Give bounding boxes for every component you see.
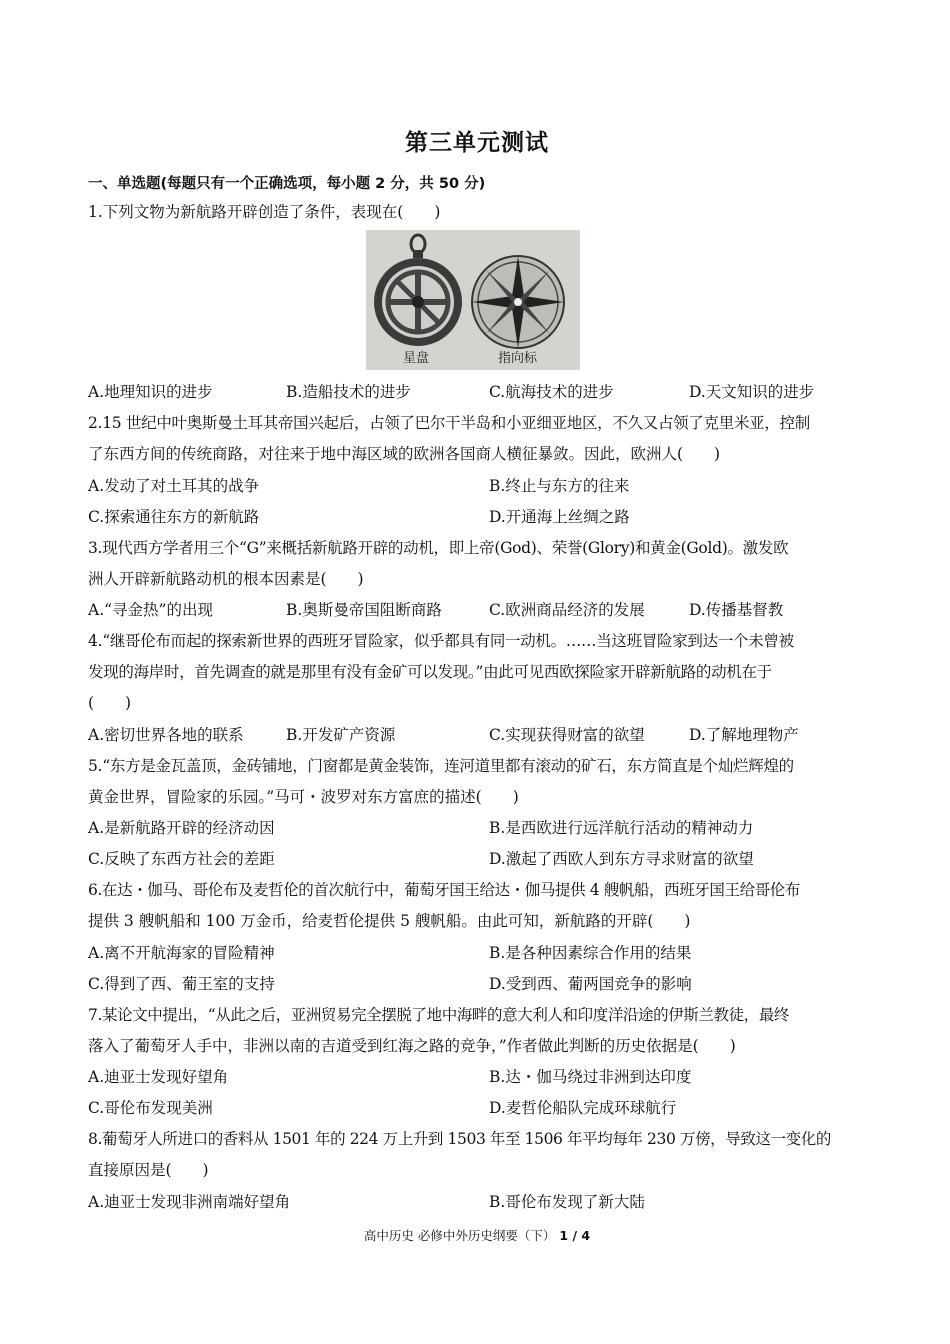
q4-option-c: C.实现获得财富的欲望 [489, 726, 645, 744]
q3-option-b: B.奥斯曼帝国阻断商路 [286, 601, 442, 619]
page-footer [88, 1226, 866, 1244]
question-4-stem-line1: 4.“继哥伦布而起的探索新世界的西班牙冒险家，似乎都具有同一动机。……当这班冒险家到达一个未曾被 [88, 632, 794, 650]
q5-option-a: A.是新航路开辟的经济动因 [88, 819, 275, 837]
astrolabe-compass-image [366, 230, 580, 370]
q2-option-c: C.探索通往东方的新航路 [88, 508, 260, 526]
question-6-stem-line2: 提供 3 艘帆船和 100 万金币，给麦哲伦提供 5 艘帆船。由此可知，新航路的开辟( ) [88, 912, 691, 930]
question-7-stem-line2: 落入了葡萄牙人手中，非洲以南的吉道受到红海之路的竞争，”作者做此判断的历史依据是( ) [88, 1037, 736, 1055]
q1-option-d: D.天文知识的进步 [689, 383, 815, 401]
question-8-stem-line1: 8.葡萄牙人所进口的香料从 1501 年的 224 万上升到 1503 年至 1506 年平均每年 230 万傍，导致这一变化的 [88, 1130, 831, 1148]
q2-option-d: D.开通海上丝绸之路 [489, 508, 630, 526]
compass-rose-icon [472, 256, 564, 348]
question-7-stem-line1: 7.某论文中提出，“从此之后，亚洲贸易完全摆脱了地中海畔的意大利人和印度洋沿途的伊斯兰教徒，最终 [88, 1006, 790, 1024]
question-5-stem-line2: 黄金世界，冒险家的乐园。”马可・波罗对东方富庶的描述( ) [88, 788, 519, 806]
q8-option-b: B.哥伦布发现了新大陆 [489, 1193, 645, 1211]
q5-option-c: C.反映了东西方社会的差距 [88, 850, 275, 868]
q7-option-a: A.迪亚士发现好望角 [88, 1068, 229, 1086]
question-3-stem-line1: 3.现代西方学者用三个“G”来概括新航路开辟的动机，即上帝(God)、荣誉(Glory)和黄金(Gold)。激发欧 [88, 539, 789, 557]
q7-option-b: B.达・伽马绕过非洲到达印度 [489, 1068, 692, 1086]
q1-option-c: C.航海技术的进步 [489, 383, 614, 401]
question-4-stem-line3: ( ) [88, 694, 132, 712]
question-5-stem-line1: 5.“东方是金瓦盖顶，金砖铺地，门窗都是黄金装饰，连河道里都有滚动的矿石，东方简直是个灿烂辉煌的 [88, 757, 794, 775]
question-6-stem-line1: 6.在达・伽马、哥伦布及麦哲伦的首次航行中，葡萄牙国王给达・伽马提供 4 艘帆船，西班牙国王给哥伦布 [88, 881, 801, 899]
q1-option-b: B.造船技术的进步 [286, 383, 411, 401]
q7-option-c: C.哥伦布发现美洲 [88, 1099, 213, 1117]
q4-option-a: A.密切世界各地的联系 [88, 726, 244, 744]
question-4-stem-line2: 发现的海岸时，首先调查的就是那里有没有金矿可以发现。”由此可见西欧探险家开辟新航路的动机在于 [88, 663, 772, 681]
q6-option-b: B.是各种因素综合作用的结果 [489, 944, 692, 962]
q2-option-b: B.终止与东方的往来 [489, 477, 630, 495]
q1-option-a: A.地理知识的进步 [88, 383, 213, 401]
figure-label-compass: 指向标 [498, 351, 538, 366]
page-title: 第三单元测试 [405, 130, 549, 156]
q5-option-b: B.是西欧进行远洋航行活动的精神动力 [489, 819, 754, 837]
q4-option-d: D.了解地理物产 [689, 726, 799, 744]
exam-page [88, 0, 866, 1344]
q3-option-d: D.传播基督教 [689, 601, 784, 619]
footer-course: 高中历史 必修中外历史纲要（下） [363, 1228, 556, 1243]
page-number: 1 / 4 [559, 1228, 591, 1243]
q6-option-a: A.离不开航海家的冒险精神 [88, 944, 275, 962]
question-1-figure [366, 230, 580, 370]
q2-option-a: A.发动了对土耳其的战争 [88, 477, 260, 495]
q4-option-b: B.开发矿产资源 [286, 726, 396, 744]
question-1-stem: 1.下列文物为新航路开辟创造了条件，表现在( ) [88, 203, 441, 221]
question-2-stem-line2: 了东西方间的传统商路，对往来于地中海区域的欧洲各国商人横征暴敛。因此，欧洲人( ) [88, 445, 721, 463]
q6-option-c: C.得到了西、葡王室的支持 [88, 975, 275, 993]
section-heading: 一、单选题(每题只有一个正确选项，每小题 2 分，共 50 分) [88, 176, 486, 192]
question-8-stem-line2: 直接原因是( ) [88, 1161, 209, 1179]
question-3-stem-line2: 洲人开辟新航路动机的根本因素是( ) [88, 570, 364, 588]
q8-option-a: A.迪亚士发现非洲南端好望角 [88, 1193, 291, 1211]
q3-option-a: A.“寻金热”的出现 [88, 601, 213, 619]
q5-option-d: D.激起了西欧人到东方寻求财富的欲望 [489, 850, 754, 868]
q6-option-d: D.受到西、葡两国竞争的影响 [489, 975, 692, 993]
q7-option-d: D.麦哲伦船队完成环球航行 [489, 1099, 677, 1117]
question-2-stem-line1: 2.15 世纪中叶奥斯曼土耳其帝国兴起后，占领了巴尔干半岛和小亚细亚地区，不久又占领了克里米亚，控制 [88, 414, 810, 432]
figure-label-astrolabe: 星盘 [403, 351, 430, 366]
q3-option-c: C.欧洲商品经济的发展 [489, 601, 645, 619]
